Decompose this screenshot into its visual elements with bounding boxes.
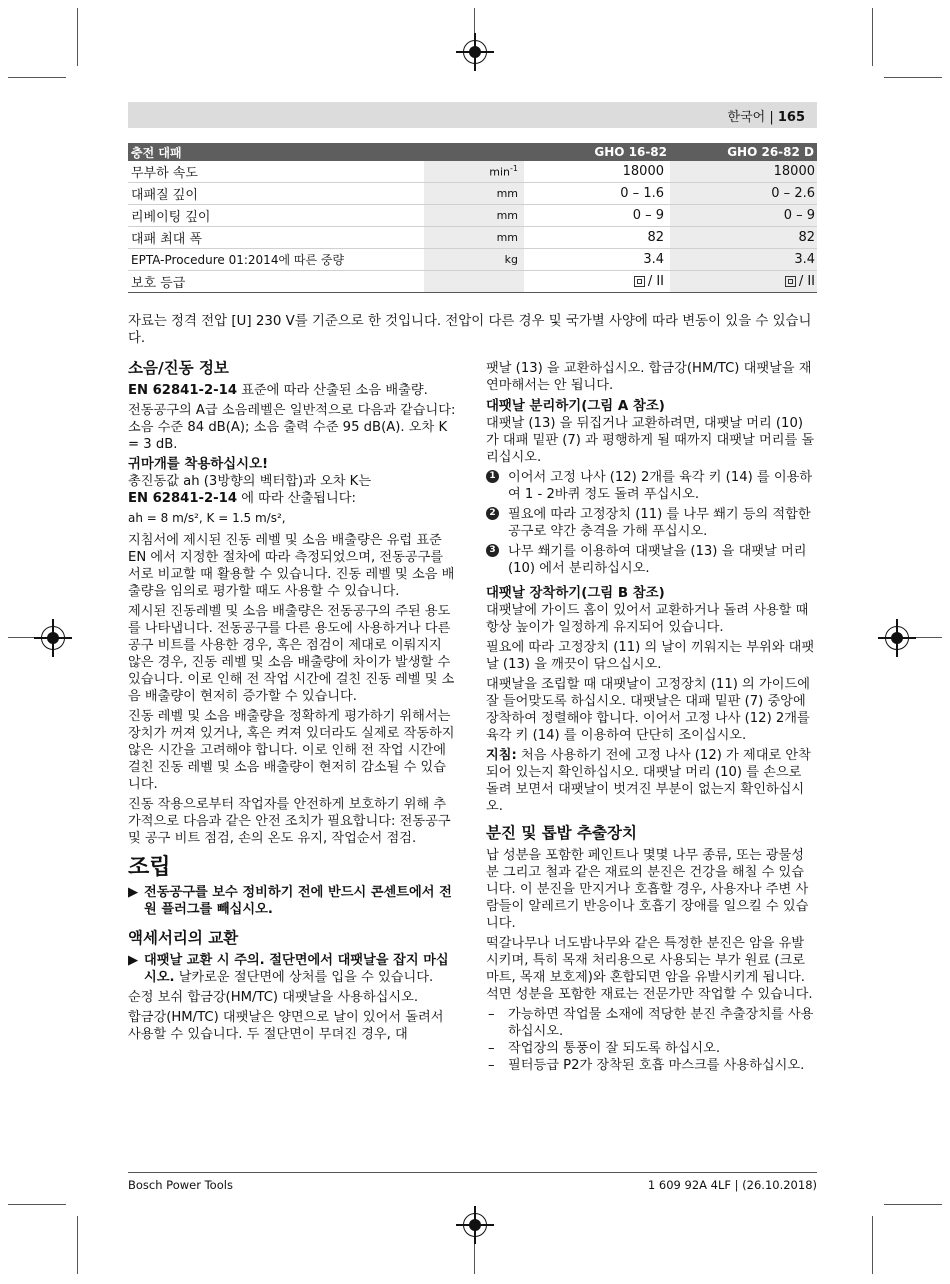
page-number-value: 165 — [777, 110, 805, 125]
row-label: EPTA-Procedure 01:2014에 따른 중량 — [128, 249, 424, 271]
paragraph: 제시된 진동레벨 및 소음 배출량은 전동공구의 주된 용도를 나타냅니다. 전동공구를 다른 용도에 사용하거나 다른 공구 비트를 사용한 경우, 혹은 점검이 제대로 이뤄지지 않은 경우, 진동 레벨 및 소음 배출량에 차이가 발생할 수 있습니다. 이로 인해 전 작업 시간에 걸친 진동 레벨 및 소음 배출량이 현저히 증가할 수 있습니다. — [128, 604, 455, 704]
section-heading-dust: 분진 및 톱밥 추출장치 — [486, 824, 637, 842]
row-label: 리베이팅 깊이 — [128, 205, 424, 227]
section-heading-noise: 소음/진동 정보 — [128, 359, 229, 377]
step-number-2-icon: 2 — [486, 507, 499, 520]
registration-mark-icon — [41, 626, 65, 650]
footer-doc-id: 1 609 92A 4LF | (26.10.2018) — [647, 1178, 817, 1192]
table-row — [128, 183, 817, 205]
row-unit: mm — [424, 183, 524, 205]
dash-bullet-icon: – — [488, 1007, 495, 1022]
row-unit — [424, 271, 524, 293]
crop-mark — [884, 1204, 942, 1205]
paragraph-text: 에 따라 산출됩니다: — [237, 491, 356, 506]
row-value: 3.4 — [670, 249, 817, 271]
crop-mark — [884, 77, 942, 78]
row-value: 0 – 2.6 — [670, 183, 817, 205]
table-row — [128, 249, 817, 271]
warning-bullet — [128, 952, 456, 986]
table-header — [424, 143, 524, 161]
page-footer — [128, 1172, 817, 1192]
table-row — [128, 227, 817, 249]
warning-text: 전동공구를 보수 정비하기 전에 반드시 콘센트에서 전원 플러그를 빼십시오. — [144, 885, 452, 917]
warning-detail: 날카로운 절단면에 상처를 입을 수 있습니다. — [174, 970, 434, 985]
registration-mark-icon — [885, 626, 909, 650]
protection-class-icon — [634, 276, 645, 287]
row-value: 0 – 1.6 — [524, 183, 670, 205]
table-header-row — [128, 143, 817, 161]
row-unit: mm — [424, 205, 524, 227]
row-value: 18000 — [524, 161, 670, 183]
paragraph: 전동공구의 A급 소음레벨은 일반적으로 다음과 같습니다: 소음 수준 84 dB(A); 소음 출력 수준 95 dB(A). 오차 K = 3 dB. — [128, 403, 456, 452]
paragraph — [486, 747, 816, 815]
list-item — [486, 1006, 816, 1040]
crop-mark — [77, 1216, 78, 1274]
step-text: 이어서 고정 나사 (12) 2개를 육각 키 (14) 를 이용하여 1 - 2바퀴 정도 돌려 푸십시오. — [508, 470, 813, 502]
table-header: GHO 26-82 D — [670, 143, 817, 161]
protection-class-value: / II — [647, 274, 664, 289]
registration-mark-icon — [463, 1213, 487, 1237]
row-label: 대패질 깊이 — [128, 183, 424, 205]
crop-mark — [77, 8, 78, 66]
page-number: 한국어 | 165 — [727, 110, 805, 125]
step-item — [486, 506, 816, 540]
paragraph: 순정 보쉬 합금강(HM/TC) 대팻날을 사용하십시오. — [128, 990, 419, 1005]
row-value: 3.4 — [524, 249, 670, 271]
paragraph: 필요에 따라 고정장치 (11) 의 날이 끼워지는 부위와 대팻날 (13) 을 깨끗이 닦으십시오. — [486, 640, 815, 672]
paragraph-text: 처음 사용하기 전에 고정 나사 (12) 가 제대로 안착되어 있는지 확인하십시오. 대팻날 머리 (10) 를 손으로 돌려 보면서 대팻날이 벗겨진 부분이 없는지 확인하십시오. — [486, 748, 811, 814]
list-item-text: 가능하면 작업물 소재에 적당한 분진 추출장치를 사용하십시오. — [508, 1007, 814, 1039]
standard-ref: EN 62841-2-14 — [128, 383, 237, 398]
row-unit: mm — [424, 227, 524, 249]
spec-table — [128, 143, 817, 293]
crop-mark — [8, 1204, 66, 1205]
paragraph: 진동 작용으로부터 작업자를 안전하게 보호하기 위해 추가적으로 다음과 같은 안전 조치가 필요합니다: 전동공구 및 공구 비트 점검, 손의 온도 유지, 작업순서 점검. — [128, 797, 451, 846]
list-item-text: 필터등급 P2가 장착된 호흡 마스크를 사용하십시오. — [508, 1058, 805, 1073]
step-text: 필요에 따라 고정장치 (11) 를 나무 쐐기 등의 적합한 공구로 약간 충격을 가해 푸십시오. — [508, 507, 811, 539]
registration-mark-icon — [463, 40, 487, 64]
row-label: 대패 최대 폭 — [128, 227, 424, 249]
triangle-bullet-icon: ▶ — [128, 885, 139, 900]
heading-ear-protection: 귀마개를 착용하십시오! — [128, 457, 269, 472]
table-row — [128, 205, 817, 227]
step-number-3-icon: 3 — [486, 544, 499, 557]
left-column — [128, 360, 456, 1046]
row-label: 무부하 속도 — [128, 161, 424, 183]
row-value: 0 – 9 — [670, 205, 817, 227]
warning-bullet — [128, 884, 456, 918]
paragraph: 납 성분을 포함한 페인트나 몇몇 나무 종류, 또는 광물성분 그리고 철과 같은 재료의 분진은 건강을 해칠 수 있습니다. 이 분진을 만지거나 호흡할 경우, 사용자나 주변 사람들이 알레르기 반응이나 호흡기 장애를 일으킬 수 있습니다. — [486, 848, 809, 931]
table-row — [128, 161, 817, 183]
row-value: 0 – 9 — [524, 205, 670, 227]
crop-mark — [872, 1216, 873, 1274]
vibration-values: ah = 8 m/s², K = 1.5 m/s², — [128, 511, 286, 525]
paragraph: 떡갈나무나 너도밤나무와 같은 특정한 분진은 암을 유발시키며, 특히 목재 처리용으로 사용되는 부가 원료 (크로마트, 목재 보호제)와 혼합되면 암을 유발시키게 됩니다. 석면 성분을 포함한 재료는 전문가만 작업할 수 있습니다. — [486, 936, 813, 1002]
crop-mark — [474, 1244, 475, 1274]
protection-class-icon — [785, 276, 796, 287]
warning-text: 대팻날 교환 시 주의. 절단면에서 대팻날을 잡지 마십시오. — [144, 953, 449, 985]
row-value: 18000 — [670, 161, 817, 183]
section-heading-assembly: 조립 — [128, 855, 171, 880]
footer-brand: Bosch Power Tools — [128, 1178, 233, 1192]
row-label: 보호 등급 — [128, 271, 424, 293]
step-item — [486, 469, 816, 503]
paragraph — [128, 490, 456, 507]
row-unit: kg — [424, 249, 524, 271]
dash-bullet-icon: – — [488, 1041, 495, 1056]
step-number-1-icon: 1 — [486, 470, 499, 483]
row-value: 82 — [670, 227, 817, 249]
table-row — [128, 271, 817, 293]
note-label: 지침: — [486, 748, 517, 763]
list-item — [486, 1057, 816, 1074]
paragraph: 총진동값 ah (3방향의 벡터합)과 오차 K는 — [128, 474, 372, 489]
table-header: 충전 대패 — [128, 143, 424, 161]
page-header — [128, 102, 817, 128]
row-value — [670, 271, 817, 293]
standard-ref: EN 62841-2-14 — [128, 491, 237, 506]
protection-class-value: / II — [798, 274, 815, 289]
language-label: 한국어 — [727, 110, 766, 125]
heading-blade-removal: 대팻날 분리하기(그림 A 참조) — [486, 399, 665, 414]
row-value: 82 — [524, 227, 670, 249]
crop-mark — [8, 77, 66, 78]
paragraph — [128, 382, 456, 399]
row-unit: $\min^{-1}$ — [424, 161, 524, 183]
dash-bullet-icon: – — [488, 1058, 495, 1073]
paragraph: 합금강(HM/TC) 대팻날은 양면으로 날이 있어서 돌려서 사용할 수 있습니다. 두 절단면이 무뎌진 경우, 대 — [128, 1010, 444, 1042]
paragraph: 팻날 (13) 을 교환하십시오. 합금강(HM/TC) 대팻날을 재연마해서는 안 됩니다. — [486, 361, 812, 393]
heading-blade-mount: 대팻날 장착하기(그림 B 참조) — [486, 586, 665, 601]
table-header: GHO 16-82 — [524, 143, 670, 161]
paragraph: 대팻날에 가이드 홈이 있어서 교환하거나 돌려 사용할 때 항상 높이가 일정하게 유지되어 있습니다. — [486, 603, 809, 635]
paragraph: 대팻날 (13) 을 뒤집거나 교환하려면, 대팻날 머리 (10) 가 대패 밑판 (7) 과 평행하게 될 때까지 대팻날 머리를 돌리십시오. — [486, 416, 815, 465]
section-heading-accessory: 액세서리의 교환 — [128, 929, 239, 947]
step-item — [486, 543, 816, 577]
crop-mark — [872, 8, 873, 66]
paragraph: 대팻날을 조립할 때 대팻날이 고정장치 (11) 의 가이드에 잘 들어맞도록 하십시오. 대팻날은 대패 밑판 (7) 중앙에 장착하여 정렬해야 합니다. 이어서 고정 나사 (12) 2개를 육각 키 (14) 를 이용하여 단단히 조이십시오. — [486, 677, 810, 743]
list-item — [486, 1040, 816, 1057]
step-text: 나무 쐐기를 이용하여 대팻날을 (13) 을 대팻날 머리 (10) 에서 분리하십시오. — [508, 544, 807, 576]
list-item-text: 작업장의 통풍이 잘 되도록 하십시오. — [508, 1041, 721, 1056]
paragraph-text: 표준에 따라 산출된 소음 배출량. — [237, 383, 428, 398]
right-column — [486, 360, 816, 1074]
voltage-note: 자료는 정격 전압 [U] 230 V를 기준으로 한 것입니다. 전압이 다른 경우 및 국가별 사양에 따라 변동이 있을 수 있습니다. — [128, 314, 812, 346]
paragraph: 진동 레벨 및 소음 배출량을 정확하게 평가하기 위해서는 장치가 꺼져 있거나, 혹은 켜져 있더라도 실제로 작동하지 않은 시간을 고려해야 합니다. 이로 인해 전 작업 시간에 걸친 진동 레벨 및 소음 배출량이 현저히 감소될 수 있습니다. — [128, 709, 455, 792]
paragraph: 지침서에 제시된 진동 레벨 및 소음 배출량은 유럽 표준 EN 에서 지정한 절차에 따라 측정되었으며, 전동공구를 서로 비교할 때 활용할 수 있습니다. 진동 레벨 및 소음 배출량을 임의로 평가할 때도 사용할 수 있습니다. — [128, 533, 455, 599]
triangle-bullet-icon: ▶ — [128, 953, 139, 968]
row-value — [524, 271, 670, 293]
